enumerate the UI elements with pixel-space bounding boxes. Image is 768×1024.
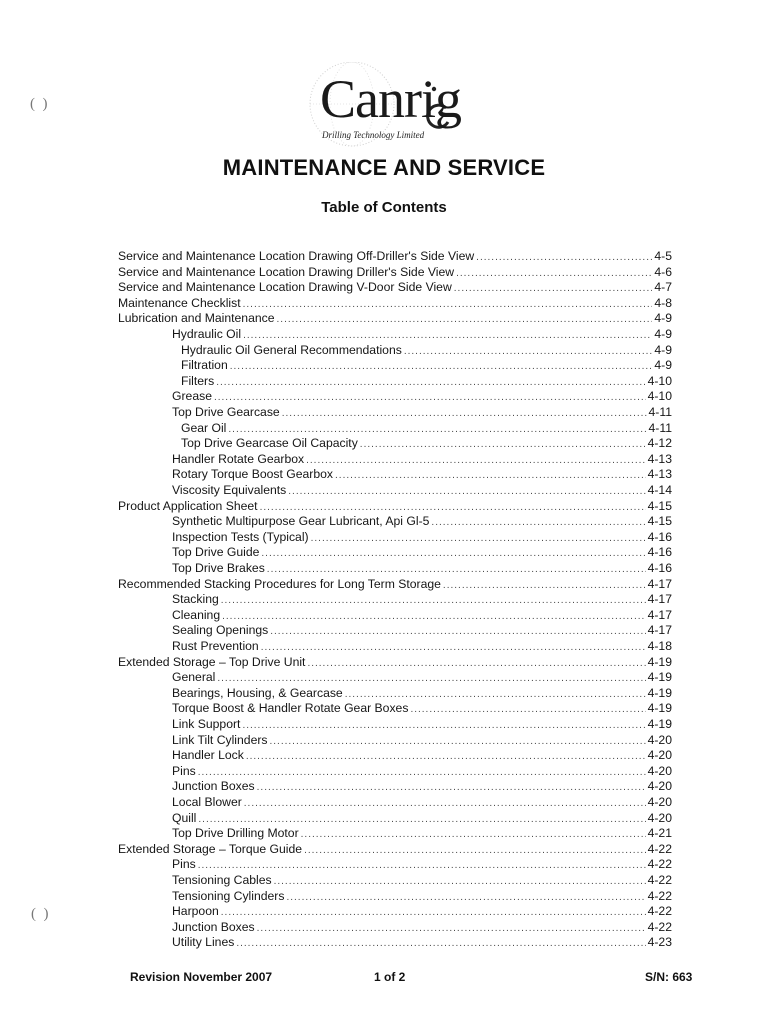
toc-entry-page: 4-17 bbox=[647, 623, 672, 638]
toc-entry bbox=[118, 842, 672, 857]
toc-leader-dots bbox=[257, 921, 646, 936]
toc-entry-page: 4-22 bbox=[647, 857, 672, 872]
toc-leader-dots bbox=[476, 250, 652, 265]
toc-entry-page: 4-20 bbox=[647, 763, 672, 778]
toc-leader-dots bbox=[246, 749, 646, 764]
logo-wordmark: Canrig bbox=[320, 69, 461, 129]
toc-entry-label: Tensioning Cylinders bbox=[172, 888, 285, 903]
toc-entry-label: Top Drive Drilling Motor bbox=[172, 826, 299, 841]
toc-entry bbox=[181, 374, 672, 389]
toc-leader-dots bbox=[261, 546, 645, 561]
toc-entry bbox=[172, 545, 672, 560]
toc-entry-label: Local Blower bbox=[172, 795, 242, 809]
toc-leader-dots bbox=[230, 359, 653, 374]
toc-leader-dots bbox=[257, 780, 646, 795]
toc-leader-dots bbox=[307, 656, 645, 671]
toc-entry-label: Top Drive Gearcase bbox=[172, 405, 280, 419]
toc-entry-page: 4-19 bbox=[647, 701, 672, 716]
toc-entry bbox=[172, 686, 672, 701]
toc-leader-dots bbox=[261, 640, 646, 655]
toc-entry-page: 4-16 bbox=[647, 561, 672, 575]
toc-entry-page: 4-19 bbox=[647, 685, 672, 700]
toc-entry-label: General bbox=[172, 670, 216, 685]
toc-leader-dots bbox=[454, 281, 653, 296]
toc-entry bbox=[181, 343, 672, 358]
toc-entry-page: 4-17 bbox=[647, 576, 672, 591]
toc-entry-label: Extended Storage – Torque Guide bbox=[118, 841, 303, 856]
toc-entry bbox=[181, 358, 672, 373]
toc-entry-label: Junction Boxes bbox=[172, 779, 255, 794]
toc-leader-dots bbox=[216, 375, 645, 390]
toc-entry-page: 4-7 bbox=[654, 280, 672, 295]
toc-entry-label: Top Drive Gearcase Oil Capacity bbox=[181, 436, 358, 451]
toc-entry-label: Rust Prevention bbox=[172, 639, 259, 653]
toc-entry-page: 4-9 bbox=[654, 358, 672, 373]
toc-entry-label: Hydraulic Oil General Recommendations bbox=[181, 342, 402, 357]
toc-entry bbox=[172, 717, 672, 732]
toc-entry-label: Rotary Torque Boost Gearbox bbox=[172, 467, 334, 482]
toc-entry bbox=[172, 405, 672, 420]
toc-leader-dots bbox=[243, 328, 652, 343]
toc-entry-page: 4-12 bbox=[647, 436, 672, 451]
toc-leader-dots bbox=[270, 734, 646, 749]
toc-entry-page: 4-19 bbox=[647, 670, 672, 685]
toc-entry-page: 4-20 bbox=[647, 795, 672, 809]
toc-entry-label: Service and Maintenance Location Drawing Driller's Side View bbox=[118, 264, 455, 279]
toc-entry-page: 4-20 bbox=[647, 732, 672, 747]
toc-entry-label: Maintenance Checklist bbox=[118, 295, 241, 310]
toc-leader-dots bbox=[198, 858, 646, 873]
toc-leader-dots bbox=[282, 406, 647, 421]
toc-leader-dots bbox=[267, 562, 646, 577]
toc-entry bbox=[118, 655, 672, 670]
toc-entry bbox=[172, 795, 672, 810]
toc-entry bbox=[172, 779, 672, 794]
toc-leader-dots bbox=[404, 344, 653, 359]
toc-entry-page: 4-6 bbox=[654, 264, 672, 279]
toc-entry-label: Pins bbox=[172, 763, 196, 778]
toc-leader-dots bbox=[345, 687, 646, 702]
toc-entry bbox=[172, 483, 672, 498]
toc-entry-label: Synthetic Multipurpose Gear Lubricant, Api Gl-5 bbox=[172, 514, 430, 529]
toc-entry bbox=[172, 530, 672, 545]
toc-leader-dots bbox=[306, 453, 645, 468]
toc-entry-label: Extended Storage – Top Drive Unit bbox=[118, 654, 306, 669]
toc-leader-dots bbox=[228, 422, 646, 437]
toc-entry-page: 4-13 bbox=[647, 451, 672, 466]
toc-entry-page: 4-20 bbox=[647, 779, 672, 794]
toc-entry-label: Filtration bbox=[181, 358, 228, 373]
toc-entry-label: Top Drive Brakes bbox=[172, 561, 265, 575]
toc-entry-label: Lubrication and Maintenance bbox=[118, 311, 275, 326]
footer-page-number: 1 of 2 bbox=[374, 970, 406, 984]
toc-entry-page: 4-22 bbox=[647, 904, 672, 919]
toc-entry-label: Grease bbox=[172, 389, 212, 404]
toc-entry bbox=[172, 592, 672, 607]
toc-entry bbox=[172, 327, 672, 342]
toc-entry bbox=[118, 311, 672, 326]
toc-leader-dots bbox=[277, 312, 653, 327]
toc-leader-dots bbox=[244, 796, 646, 811]
toc-leader-dots bbox=[243, 297, 653, 312]
toc-entry bbox=[172, 904, 672, 919]
toc-entry bbox=[118, 577, 672, 592]
toc-entry-page: 4-19 bbox=[647, 654, 672, 669]
toc-entry-page: 4-16 bbox=[647, 545, 672, 560]
toc-entry-label: Service and Maintenance Location Drawing V-Door Side View bbox=[118, 280, 452, 295]
punch-hole-mark: ( ) bbox=[30, 96, 48, 112]
footer-serial-number: S/N: 663 bbox=[645, 970, 693, 984]
toc-leader-dots bbox=[217, 671, 645, 686]
toc-leader-dots bbox=[456, 266, 652, 281]
toc-entry-page: 4-22 bbox=[647, 919, 672, 934]
toc-entry bbox=[172, 764, 672, 779]
toc-leader-dots bbox=[410, 702, 645, 717]
toc-entry-label: Junction Boxes bbox=[172, 919, 255, 934]
toc-leader-dots bbox=[221, 905, 646, 920]
toc-entry-page: 4-10 bbox=[647, 389, 672, 404]
toc-leader-dots bbox=[198, 812, 645, 827]
toc-entry-page: 4-14 bbox=[647, 483, 672, 497]
toc-entry bbox=[172, 389, 672, 404]
toc-entry-page: 4-5 bbox=[654, 249, 672, 263]
toc-entry bbox=[118, 280, 672, 295]
toc-entry bbox=[172, 467, 672, 482]
toc-entry bbox=[172, 452, 672, 467]
toc-entry-page: 4-17 bbox=[647, 607, 672, 622]
toc-entry-page: 4-21 bbox=[647, 826, 672, 841]
toc-entry-page: 4-10 bbox=[647, 373, 672, 388]
toc-entry-page: 4-9 bbox=[654, 311, 672, 326]
toc-entry bbox=[172, 639, 672, 654]
toc-entry-label: Recommended Stacking Procedures for Long Term Storage bbox=[118, 576, 441, 591]
logo-tagline: Drilling Technology Limited bbox=[322, 130, 425, 140]
toc-entry-label: Handler Rotate Gearbox bbox=[172, 451, 305, 466]
toc-leader-dots bbox=[335, 468, 646, 483]
toc-entry bbox=[172, 857, 672, 872]
toc-entry bbox=[172, 670, 672, 685]
toc-entry-page: 4-9 bbox=[654, 327, 672, 341]
toc-entry-page: 4-22 bbox=[647, 841, 672, 856]
toc-entry bbox=[172, 514, 672, 529]
toc-leader-dots bbox=[311, 531, 646, 546]
toc-entry bbox=[172, 748, 672, 763]
toc-entry-label: Harpoon bbox=[172, 904, 219, 919]
toc-leader-dots bbox=[222, 609, 645, 624]
toc-leader-dots bbox=[260, 500, 646, 515]
toc-entry bbox=[172, 733, 672, 748]
toc-entry-label: Utility Lines bbox=[172, 935, 235, 950]
toc-entry-page: 4-22 bbox=[647, 888, 672, 903]
toc-entry-label: Quill bbox=[172, 810, 197, 825]
toc-entry-label: Gear Oil bbox=[181, 420, 227, 435]
toc-entry-page: 4-13 bbox=[647, 467, 672, 482]
toc-leader-dots bbox=[236, 936, 645, 951]
toc-entry-page: 4-15 bbox=[647, 498, 672, 513]
toc-entry bbox=[172, 935, 672, 950]
toc-entry-label: Top Drive Guide bbox=[172, 545, 260, 560]
toc-entry-label: Service and Maintenance Location Drawing Off-Driller's Side View bbox=[118, 249, 475, 263]
toc-entry-page: 4-20 bbox=[647, 810, 672, 825]
toc-entry-page: 4-20 bbox=[647, 748, 672, 763]
toc-entry bbox=[181, 421, 672, 436]
toc-entry-label: Hydraulic Oil bbox=[172, 327, 242, 341]
toc-entry-label: Handler Lock bbox=[172, 748, 244, 763]
toc-entry-page: 4-8 bbox=[654, 295, 672, 310]
toc-entry bbox=[172, 889, 672, 904]
toc-leader-dots bbox=[286, 890, 645, 905]
toc-entry-page: 4-11 bbox=[648, 405, 672, 419]
toc-entry bbox=[172, 623, 672, 638]
toc-entry-label: Link Support bbox=[172, 717, 241, 731]
toc-entry bbox=[172, 561, 672, 576]
toc-leader-dots bbox=[274, 874, 646, 889]
toc-entry-label: Inspection Tests (Typical) bbox=[172, 529, 309, 544]
toc-entry-label: Cleaning bbox=[172, 607, 221, 622]
page-title: MAINTENANCE AND SERVICE bbox=[222, 155, 546, 180]
toc-entry-label: Filters bbox=[181, 373, 215, 388]
page-subtitle: Table of Contents bbox=[321, 199, 447, 216]
toc-entry-page: 4-15 bbox=[647, 514, 672, 529]
toc-entry-label: Stacking bbox=[172, 592, 219, 607]
toc-leader-dots bbox=[304, 843, 646, 858]
company-logo bbox=[290, 62, 480, 157]
toc-leader-dots bbox=[301, 827, 646, 842]
toc-leader-dots bbox=[214, 390, 646, 405]
toc-entry bbox=[181, 436, 672, 451]
punch-hole-mark: ( ) bbox=[31, 906, 49, 922]
toc-entry bbox=[172, 701, 672, 716]
toc-entry bbox=[172, 608, 672, 623]
toc-entry-page: 4-17 bbox=[647, 592, 672, 607]
toc-entry-label: Viscosity Equivalents bbox=[172, 483, 287, 497]
toc-leader-dots bbox=[443, 578, 646, 593]
toc-entry bbox=[118, 249, 672, 264]
toc-leader-dots bbox=[242, 718, 645, 733]
toc-entry-label: Sealing Openings bbox=[172, 623, 269, 638]
toc-entry-label: Tensioning Cables bbox=[172, 873, 272, 887]
toc-entry-page: 4-9 bbox=[654, 342, 672, 357]
toc-entry bbox=[118, 296, 672, 311]
toc-entry-page: 4-23 bbox=[647, 935, 672, 950]
toc-leader-dots bbox=[221, 593, 646, 608]
toc-entry bbox=[118, 499, 672, 514]
toc-leader-dots bbox=[288, 484, 645, 499]
toc-entry-label: Torque Boost & Handler Rotate Gear Boxes bbox=[172, 701, 409, 716]
toc-entry-page: 4-16 bbox=[647, 529, 672, 544]
toc-entry bbox=[172, 826, 672, 841]
toc-entry bbox=[118, 265, 672, 280]
toc-entry-label: Bearings, Housing, & Gearcase bbox=[172, 685, 343, 700]
toc-entry-label: Pins bbox=[172, 857, 196, 872]
toc-leader-dots bbox=[198, 765, 646, 780]
toc-leader-dots bbox=[360, 437, 646, 452]
toc-entry-label: Link Tilt Cylinders bbox=[172, 732, 268, 747]
toc-entry bbox=[172, 920, 672, 935]
toc-entry bbox=[172, 811, 672, 826]
toc-entry-page: 4-18 bbox=[647, 639, 672, 653]
toc-entry bbox=[172, 873, 672, 888]
toc-entry-page: 4-11 bbox=[648, 420, 672, 435]
toc-leader-dots bbox=[270, 624, 645, 639]
footer-revision: Revision November 2007 bbox=[130, 970, 273, 984]
toc-entry-page: 4-19 bbox=[647, 717, 672, 731]
toc-entry-page: 4-22 bbox=[647, 873, 672, 887]
toc-leader-dots bbox=[431, 515, 645, 530]
toc-entry-label: Product Application Sheet bbox=[118, 498, 258, 513]
